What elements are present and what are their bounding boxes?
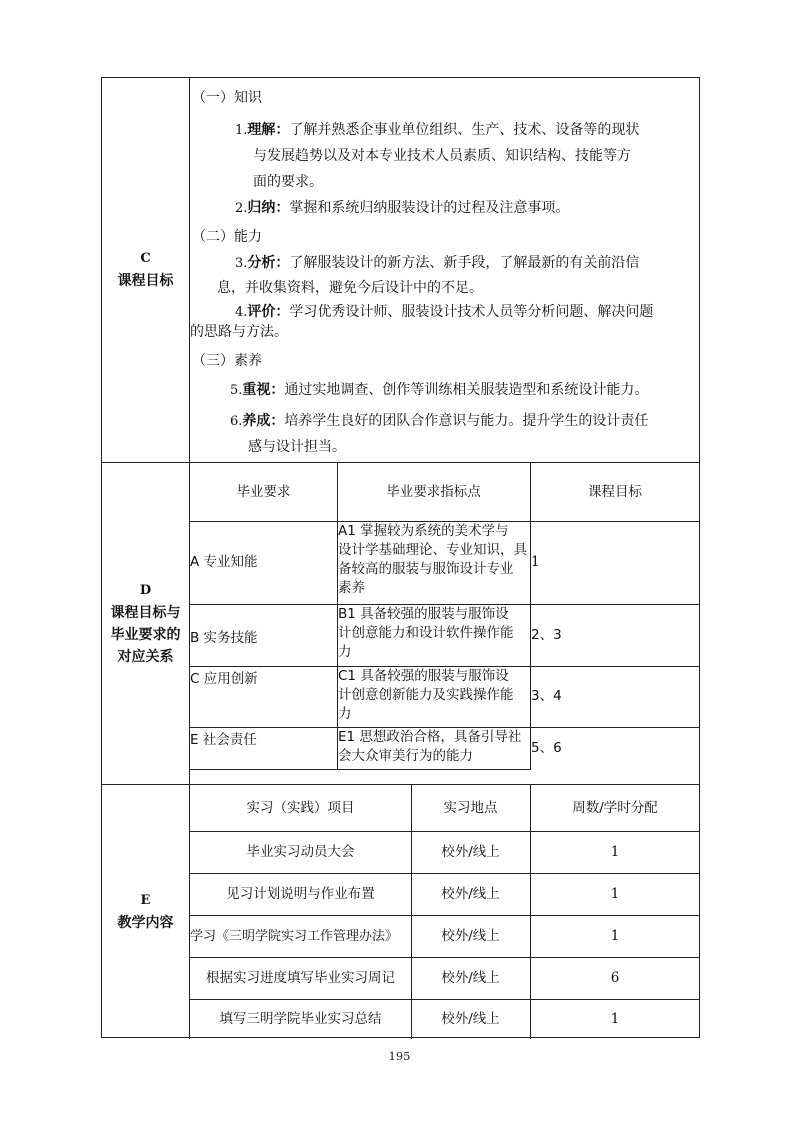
practice-row-1-place: 校外/线上 <box>441 843 500 860</box>
mapping-row-e-indicator: E1 思想政治合格，具备引导社 会大众审美行为的能力 <box>338 729 522 764</box>
mapping-row-a-goal: 1 <box>531 554 540 570</box>
section-e-title: 教学内容 <box>117 915 174 931</box>
mapping-header-requirement: 毕业要求 <box>236 483 291 500</box>
practice-row-3-weeks: 1 <box>610 927 620 944</box>
practice-row-1-weeks: 1 <box>610 843 620 860</box>
section-c-code: C <box>140 251 151 266</box>
practice-row-4-place: 校外/线上 <box>441 969 500 986</box>
goal-item-4: 4.评价：学习优秀设计师、服装设计技术人员等分析问题、解决问题 <box>235 304 654 320</box>
practice-row-2-item: 见习计划说明与作业布置 <box>226 885 375 902</box>
practice-row-3-item: 学习《三明学院实习工作管理办法》 <box>190 928 399 944</box>
mapping-row-c-goal: 3、4 <box>531 688 562 704</box>
practice-row-3-place: 校外/线上 <box>441 927 500 944</box>
section-d-label <box>102 463 190 784</box>
mapping-row-b-requirement: B 实务技能 <box>190 630 258 646</box>
practice-row-2-place: 校外/线上 <box>441 885 500 902</box>
mapping-header-goal: 课程目标 <box>588 483 642 500</box>
goal-item-3-line2: 息，并收集资料，避免今后设计中的不足。 <box>217 280 483 296</box>
goal-item-6-line2: 感与设计担当。 <box>248 439 346 455</box>
section-e-label <box>102 785 190 1039</box>
mapping-row-b-indicator: B1 具备较强的服装与服饰设 计创意能力和设计软件操作能 力 <box>338 606 514 660</box>
goal-item-1: 1.理解：了解并熟悉企事业单位组织、生产、技术、设备等的现状 <box>235 122 640 138</box>
section-course-goals <box>102 78 699 462</box>
knowledge-heading: （一）知识 <box>192 90 262 106</box>
mapping-table <box>190 463 699 784</box>
practice-row-2-weeks: 1 <box>610 885 620 902</box>
practice-header-item: 实习（实践）项目 <box>246 799 355 816</box>
quality-heading: （三）素养 <box>192 353 262 369</box>
goal-item-5: 5.重视：通过实地调查、创作等训练相关服装造型和系统设计能力。 <box>230 382 649 398</box>
practice-header-weeks: 周数/学时分配 <box>572 799 658 816</box>
practice-table <box>190 785 699 1039</box>
goal-item-1-line3: 面的要求。 <box>253 174 323 190</box>
syllabus-table <box>101 77 700 1038</box>
mapping-row-c-requirement: C 应用创新 <box>190 671 258 687</box>
practice-header-place: 实习地点 <box>443 799 498 816</box>
goal-item-1-line2: 与发展趋势以及对本专业技术人员素质、知识结构、技能等方 <box>253 148 631 164</box>
mapping-row-e-goal: 5、6 <box>531 739 562 756</box>
goal-item-3: 3.分析：了解服装设计的新方法、新手段，了解最新的有关前沿信 <box>235 255 640 271</box>
practice-row-4-item: 根据实习进度填写毕业实习周记 <box>206 969 395 986</box>
page-number: 195 <box>388 1049 411 1063</box>
mapping-row-a-indicator: A1 掌握较为系统的美术学与 设计学基础理论、专业知识，具 备较高的服装与服饰设计专业 素养 <box>338 523 527 596</box>
section-d-code: D <box>139 582 152 598</box>
section-c-title: 课程目标 <box>117 273 174 289</box>
section-c-label <box>102 78 190 462</box>
practice-row-1-item: 毕业实习动员大会 <box>246 843 355 860</box>
mapping-row-e-requirement: E 社会责任 <box>190 732 257 748</box>
section-d-title-line1: 课程目标与 <box>110 604 181 621</box>
section-d-title-line2: 毕业要求的 <box>110 626 181 643</box>
section-e-code: E <box>140 893 151 908</box>
mapping-header-indicator: 毕业要求指标点 <box>386 483 481 500</box>
practice-row-5-weeks: 1 <box>610 1011 620 1027</box>
section-d-title-line3: 对应关系 <box>117 648 174 665</box>
goal-item-2: 2.归纳：掌握和系统归纳服装设计的过程及注意事项。 <box>235 200 570 216</box>
section-goal-mapping <box>102 462 699 784</box>
goal-item-4-line2: 的思路与方法。 <box>190 324 288 340</box>
goal-item-6: 6.养成：培养学生良好的团队合作意识与能力。提升学生的设计责任 <box>230 413 649 429</box>
mapping-row-c-indicator: C1 具备较强的服装与服饰设 计创意创新能力及实践操作能 力 <box>338 668 514 722</box>
section-teaching-content <box>102 784 699 1039</box>
ability-heading: （二）能力 <box>192 229 262 245</box>
mapping-row-b-goal: 2、3 <box>531 626 562 643</box>
section-c-content <box>190 78 699 462</box>
practice-row-5-item: 填写三明学院毕业实习总结 <box>219 1011 382 1027</box>
mapping-row-a-requirement: A 专业知能 <box>190 554 258 570</box>
practice-row-4-weeks: 6 <box>610 969 620 986</box>
practice-row-5-place: 校外/线上 <box>441 1011 500 1027</box>
